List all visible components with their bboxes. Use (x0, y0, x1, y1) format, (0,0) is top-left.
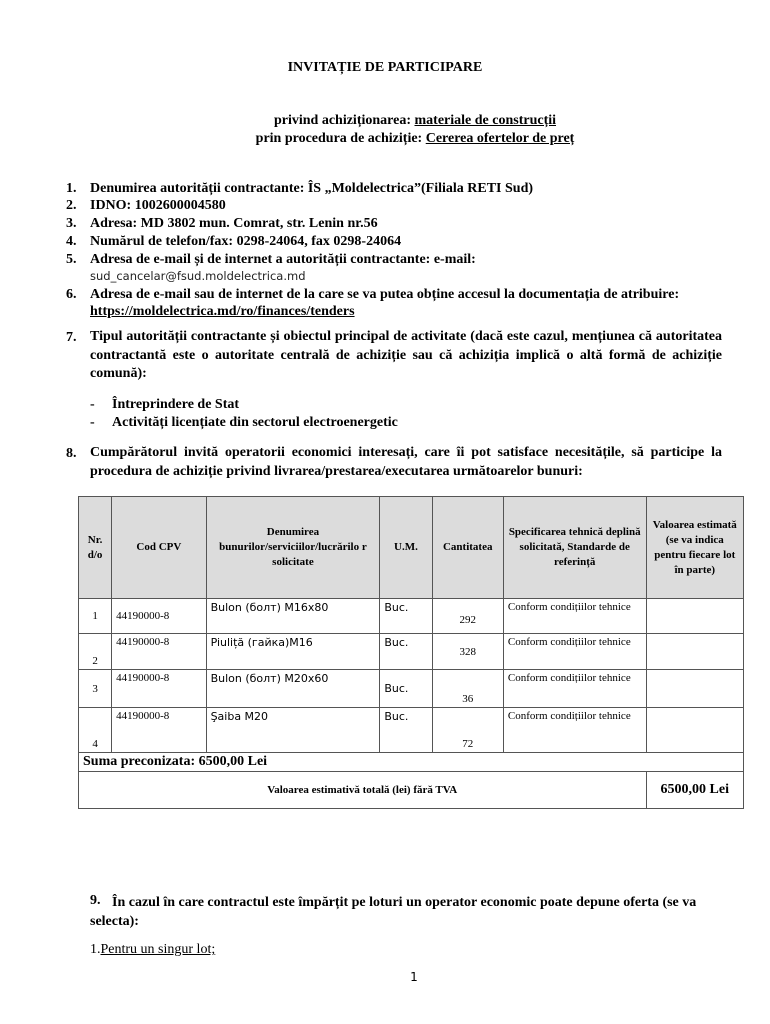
tenders-link[interactable]: https://moldelectrica.md/ro/finances/tenders (90, 304, 355, 319)
total-label: Valoarea estimativă totală (lei) fără TVA (79, 772, 647, 809)
activity-2: - Activități licențiate din sectorul electroenergetic (90, 415, 398, 430)
item-4: 4. Numărul de telefon/fax: 0298-24064, fax 0298-24064 (66, 234, 402, 249)
item-9-num: 9. (90, 893, 101, 908)
document-title: INVITAȚIE DE PARTICIPARE (287, 60, 483, 75)
item-1: 1. Denumirea autorității contractante: ÎS „Moldelectrica”(Filiala RETI Sud) (66, 181, 534, 196)
header-cpv: Cod CPV (112, 497, 206, 599)
item-9-text: În cazul în care contractul este împărțit pe loturi un operator economic poate depune oferta (se va selecta): (90, 895, 697, 929)
item-5: 5. Adresa de e-mail și de internet a autorității contractante: e-mail: (66, 252, 476, 267)
sum-label: Suma preconizata: 6500,00 Lei (79, 753, 744, 772)
activity-1: - Întreprindere de Stat (90, 397, 240, 412)
page-number: 1 (410, 970, 418, 984)
goods-table (78, 496, 744, 809)
item-6: 6. Adresa de e-mail sau de internet de la care se va putea obține accesul la documentația de atribuire: (66, 287, 680, 302)
table-row: 1 44190000-8 Bulon (болт) M16x80 Buc. 292 Conform condițiilor tehnice (79, 599, 744, 634)
sum-row (79, 753, 744, 772)
procedure-value: Cererea ofertelor de preț (425, 131, 575, 146)
subject-label: privind achiziționarea: (273, 113, 415, 128)
item-8-num: 8. (66, 446, 77, 461)
header-qty: Cantitatea (432, 497, 503, 599)
item-8-text: Cumpărătorul invită operatorii economici interesați, care îi pot satisface necesitățile, să participe la procedura de achiziție privind livrarea/prestarea/executarea următoarelor bunuri: (90, 445, 722, 479)
table-row: 3 44190000-8 Bulon (болт) M20x60 Buc. 36 Conform condițiilor tehnice (79, 670, 744, 708)
item-7-num: 7. (66, 330, 77, 345)
procedure-label: prin procedura de achiziție: (255, 131, 426, 146)
table-row: 2 44190000-8 Piuliță (гайка)M16 Buc. 328 Conform condițiilor tehnice (79, 634, 744, 670)
procedure-line (0, 131, 770, 147)
total-row (79, 772, 744, 809)
lot-option-num: 1. (90, 942, 101, 957)
header-spec: Specificarea tehnică deplină solicitată, Standarde de referință (503, 497, 646, 599)
item-2: 2. IDNO: 1002600004580 (66, 198, 226, 213)
total-value: 6500,00 Lei (646, 772, 743, 809)
subject-line (0, 113, 770, 129)
header-value: Valoarea estimată (se va indica pentru fiecare lot în parte) (646, 497, 743, 599)
item-7-text: Tipul autorității contractante și obiectul principal de activitate (dacă este cazul, mențiunea că autoritatea contractantă este o autoritate centrală de achiziție sau că achiziția implică o altă formă de achiziție comună): (90, 329, 722, 381)
subject-value: materiale de construcții (414, 113, 557, 128)
lot-option[interactable] (90, 942, 215, 958)
table-row: 4 44190000-8 Şaiba M20 Buc. 72 Conform condițiilor tehnice (79, 708, 744, 753)
lot-option-text: Pentru un singur lot; (100, 942, 216, 957)
email-address[interactable]: sud_cancelar@fsud.moldelectrica.md (90, 269, 306, 283)
item-3: 3. Adresa: MD 3802 mun. Comrat, str. Lenin nr.56 (66, 216, 378, 231)
header-nr: Nr. d/o (79, 497, 112, 599)
header-um: U.M. (380, 497, 432, 599)
header-name: Denumirea bunurilor/serviciilor/lucrărilo r solicitate (206, 497, 380, 599)
table-header-row (79, 497, 744, 599)
